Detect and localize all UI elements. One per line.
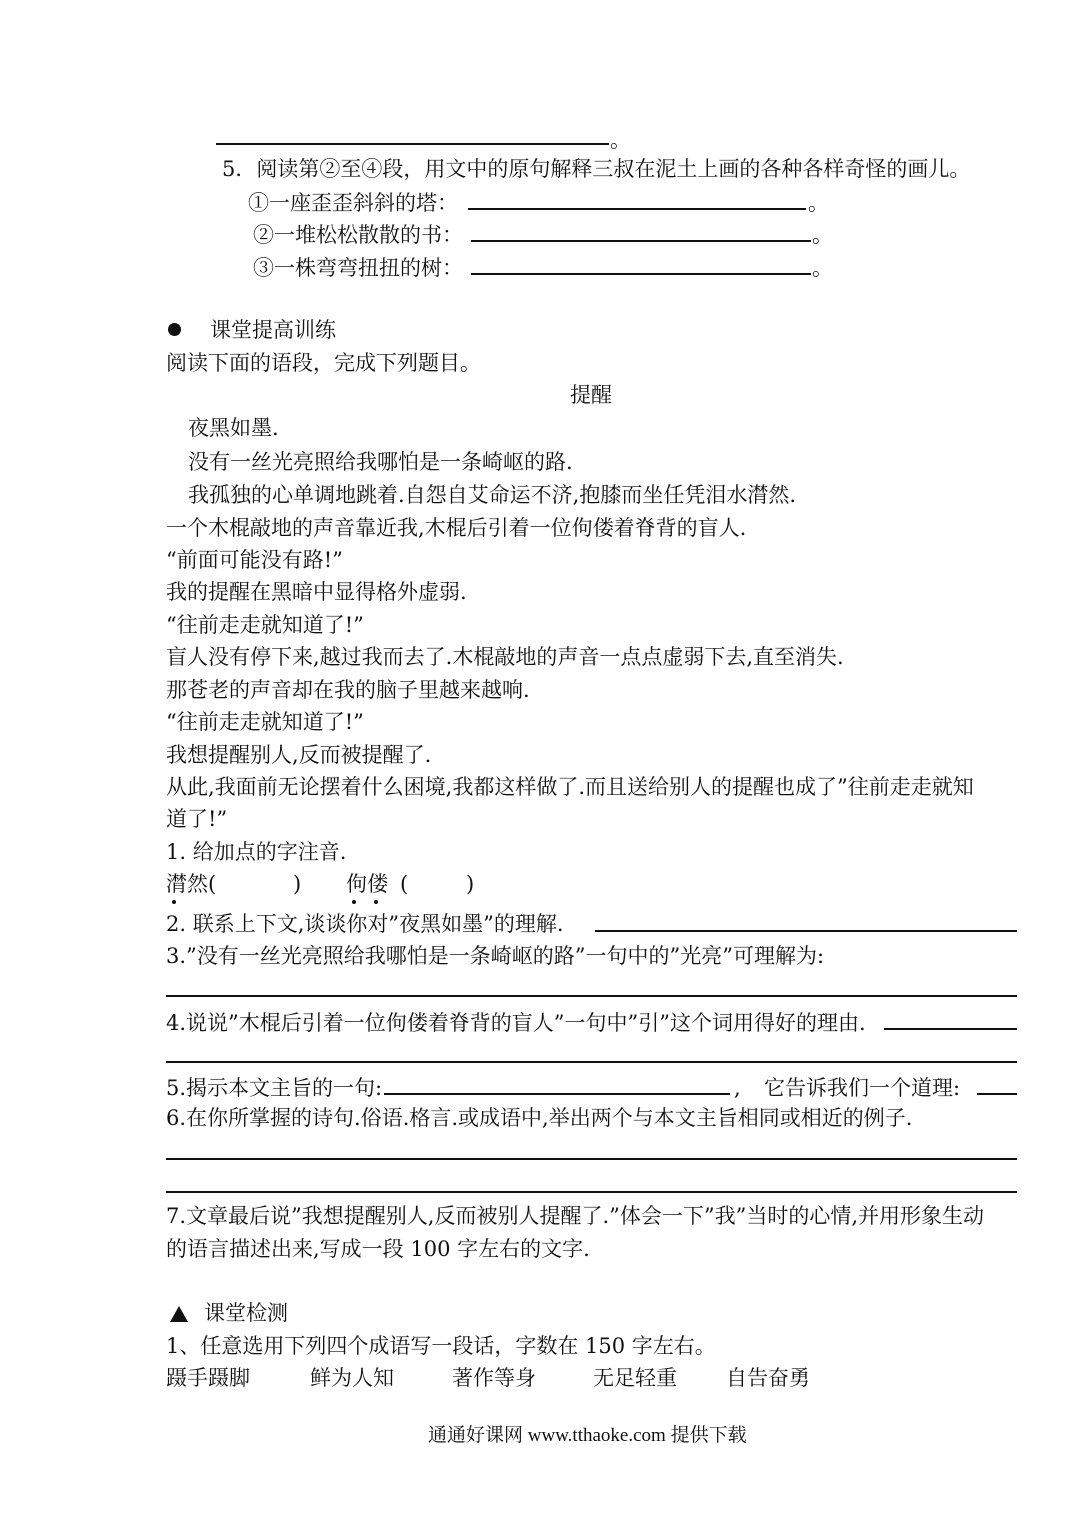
- passage-paragraph: 夜黑如墨.: [188, 416, 279, 440]
- triangle-icon: [170, 1306, 188, 1322]
- q5-comma: ,: [734, 1076, 741, 1100]
- q4-answer-line[interactable]: [884, 1028, 1017, 1030]
- question-5: 5.揭示本文主旨的一句:: [166, 1076, 383, 1100]
- period: 。: [610, 128, 631, 152]
- passage-paragraph: 我想提醒别人,反而被提醒了.: [166, 743, 432, 767]
- q5-item-3-label: ③一株弯弯扭扭的树：: [253, 256, 463, 280]
- idiom: 蹑手蹑脚: [166, 1366, 250, 1390]
- passage-paragraph: 一个木棍敲地的声音靠近我,木棍后引着一位佝偻着脊背的盲人.: [166, 516, 747, 540]
- q5-item-3-answer-line[interactable]: [471, 273, 811, 275]
- passage-paragraph: 道了!”: [166, 807, 228, 831]
- bullet-icon: [168, 323, 181, 336]
- q3-answer-line[interactable]: [166, 995, 1017, 997]
- passage-paragraph: “前面可能没有路!”: [166, 548, 343, 572]
- question-1: 1. 给加点的字注音.: [166, 840, 347, 864]
- question-3: 3.”没有一丝光亮照给我哪怕是一条崎岖的路”一句中的”光亮”可理解为:: [166, 944, 825, 968]
- q6-answer-line[interactable]: [166, 1158, 1017, 1160]
- reading-instruction: 阅读下面的语段，完成下列题目。: [166, 351, 481, 375]
- q1-close-2: ): [466, 872, 475, 896]
- q5-tail-answer-line[interactable]: [977, 1093, 1017, 1095]
- question-2: 2. 联系上下文,谈谈你对”夜黑如墨”的理解.: [166, 912, 564, 936]
- q5-item-3-end: 。: [812, 256, 833, 280]
- passage-paragraph: 盲人没有停下来,越过我而去了.木棍敲地的声音一点点虚弱下去,直至消失.: [166, 645, 844, 669]
- q5-item-1-answer-line[interactable]: [468, 208, 806, 210]
- idiom: 著作等身: [452, 1366, 536, 1390]
- passage-paragraph: “往前走走就知道了!”: [166, 710, 364, 734]
- q1-word-1: 潸然(: [166, 872, 217, 896]
- question-6: 6.在你所掌握的诗句.俗语.格言.或成语中,举出两个与本文主旨相同或相近的例子.: [166, 1106, 913, 1130]
- q5-item-2-label: ②一堆松松散散的书：: [253, 223, 463, 247]
- q5-item-2-answer-line[interactable]: [471, 240, 811, 242]
- question-5-title: 5．阅读第②至④段，用文中的原句解释三叔在泥土上画的各种各样奇怪的画儿。: [222, 157, 971, 181]
- q4-answer-line-2[interactable]: [166, 1061, 1017, 1063]
- passage-paragraph: 我孤独的心单调地跳着.自怨自艾命运不济,抱膝而坐任凭泪水潸然.: [188, 483, 797, 507]
- q1-word-2: 佝偻: [346, 872, 388, 896]
- test-question-1: 1、任意选用下列四个成语写一段话，字数在 150 字左右。: [166, 1334, 716, 1358]
- idiom: 无足轻重: [593, 1366, 677, 1390]
- passage-paragraph: 从此,我面前无论摆着什么困境,我都这样做了.而且送给别人的提醒也成了”往前走走就知: [166, 775, 974, 799]
- q5-tail: 它告诉我们一个道理:: [764, 1076, 961, 1100]
- emphasis-dot: [374, 900, 378, 904]
- q5-item-1-label: ①一座歪歪斜斜的塔：: [248, 191, 458, 215]
- footer-credit: 通通好课网 www.tthaoke.com 提供下载: [428, 1425, 747, 1446]
- passage-paragraph: 那苍老的声音却在我的脑子里越来越响.: [166, 678, 530, 702]
- q1-close-1: ): [293, 872, 302, 896]
- question-7-continued: 的语言描述出来,写成一段 100 字左右的文字.: [166, 1237, 590, 1261]
- passage-paragraph: 我的提醒在黑暗中显得格外虚弱.: [166, 580, 467, 604]
- q6-answer-line-2[interactable]: [166, 1191, 1017, 1193]
- idiom: 自告奋勇: [726, 1366, 810, 1390]
- q1-open-2: (: [400, 872, 409, 896]
- passage-paragraph: 没有一丝光亮照给我哪怕是一条崎岖的路.: [188, 450, 573, 474]
- q5-item-1-end: 。: [808, 191, 829, 215]
- q2-answer-line[interactable]: [595, 930, 1017, 932]
- question-4: 4.说说”木棍后引着一位佝偻着脊背的盲人”一句中”引”这个词用得好的理由.: [166, 1011, 866, 1035]
- question-7: 7.文章最后说”我想提醒别人,反而被别人提醒了.”体会一下”我”当时的心情,并用形象生动: [166, 1204, 985, 1228]
- section-heading-classroom-training: 课堂提高训练: [210, 318, 336, 342]
- q5-item-2-end: 。: [812, 223, 833, 247]
- emphasis-dot: [172, 900, 176, 904]
- idiom: 鲜为人知: [310, 1366, 394, 1390]
- section-heading-classroom-test: 课堂检测: [204, 1301, 288, 1325]
- emphasis-dot: [352, 900, 356, 904]
- answer-line[interactable]: [216, 143, 609, 145]
- passage-paragraph: “往前走走就知道了!”: [166, 613, 364, 637]
- passage-title: 提醒: [570, 383, 612, 407]
- q5-answer-line[interactable]: [384, 1093, 730, 1095]
